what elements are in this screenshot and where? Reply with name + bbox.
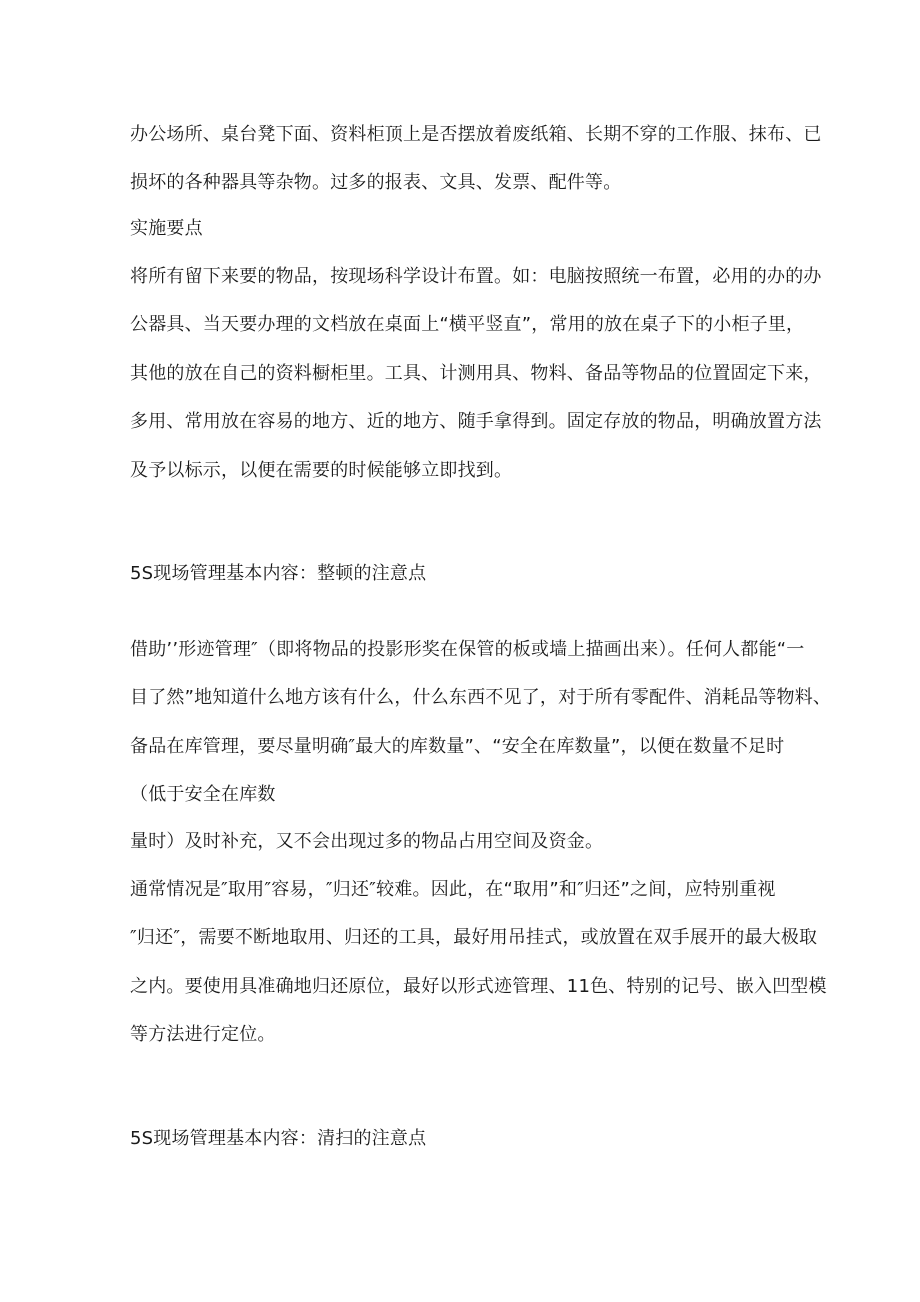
section-heading: 5S现场管理基本内容：清扫的注意点 [130,1128,427,1149]
paragraph-line: 借助’’形迹管理″（即将物品的投影形奖在保管的板或墙上描画出来）。任何人都能“一 [130,639,805,660]
paragraph-line: 将所有留下来要的物品，按现场科学设计布置。如：电脑按照统一布置，必用的办的办 [130,266,822,287]
paragraph-line: 其他的放在自己的资料橱柜里。工具、计测用具、物料、备品等物品的位置固定下来， [130,363,822,384]
paragraph-line: 公器具、当天要办理的文档放在桌面上“横平竖直”，常用的放在桌子下的小柜子里， [130,314,805,335]
paragraph-line: 备品在库管理，要尽量明确″最大的库数量”、“安全在库数量”，以便在数量不足时 [130,736,785,757]
paragraph-line: 多用、常用放在容易的地方、近的地方、随手拿得到。固定存放的物品，明确放置方法 [130,411,822,432]
paragraph-line: 及予以标示，以便在需要的时候能够立即找到。 [130,460,513,481]
section-heading: 5S现场管理基本内容：整顿的注意点 [130,563,427,584]
paragraph-line: ″归还″，需要不断地取用、归还的工具，最好用吊挂式，或放置在双手展开的最大极取 [130,927,818,948]
paragraph-line: 通常情况是″取用″容易，″归还″较难。因此，在“取用”和″归还”之间，应特别重视 [130,879,776,900]
paragraph-line: 等方法进行定位。 [130,1024,276,1045]
paragraph-line: 之内。要使用具准确地归还原位，最好以形式迹管理、11色、特别的记号、嵌入凹型模 [130,976,827,997]
paragraph-line: 损坏的各种器具等杂物。过多的报表、文具、发票、配件等。 [130,172,622,193]
section-subtitle: 实施要点 [130,218,203,239]
paragraph-line: 目了然”地知道什么地方该有什么，什么东西不见了，对于所有零配件、消耗品等物料、 [130,687,832,708]
paragraph-line: 量时）及时补充，又不会出现过多的物品占用空间及资金。 [130,831,604,852]
paragraph-line: 办公场所、桌台凳下面、资料柜顶上是否摆放着废纸箱、长期不穿的工作服、抹布、已 [130,124,822,145]
paragraph-line: （低于安全在库数 [130,784,276,805]
